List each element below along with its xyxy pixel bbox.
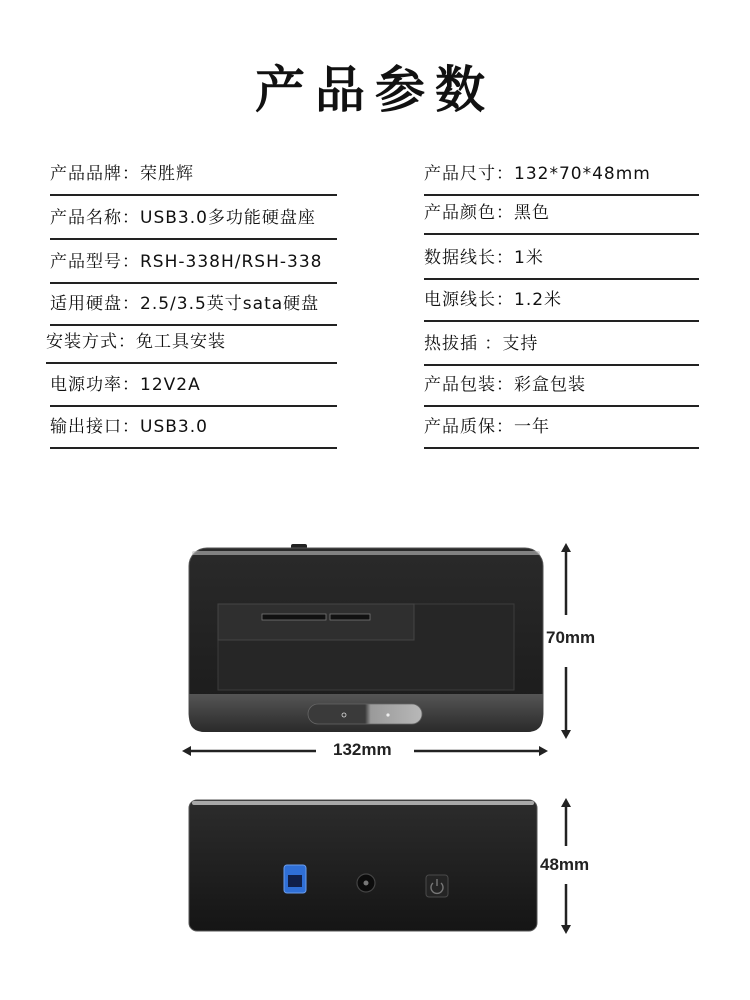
spec-label: 数据线长： [424, 248, 514, 268]
spec-label: 输出接口： [50, 417, 140, 437]
spec-label: 热拔插 ： [424, 334, 503, 354]
spec-value: 132*70*48mm [514, 164, 651, 184]
spec-row [424, 236, 699, 280]
spec-label: 产品质保： [424, 417, 514, 437]
spec-value: USB3.0多功能硬盘座 [140, 208, 316, 228]
spec-value: 1.2米 [514, 290, 563, 310]
spec-value: USB3.0 [140, 417, 208, 437]
depth-label: 70mm [546, 628, 596, 647]
spec-value: RSH-338H/RSH-338 [140, 252, 323, 272]
spec-label: 电源线长： [424, 290, 514, 310]
spec-value: 支持 [502, 334, 539, 354]
device-top-view [188, 544, 544, 732]
spec-value: 彩盒包装 [514, 375, 586, 395]
spec-label: 产品名称： [50, 208, 140, 228]
spec-value: 2.5/3.5英寸sata硬盘 [140, 294, 320, 314]
sata-connector [262, 614, 326, 620]
spec-label: 安装方式： [46, 332, 136, 352]
usb3-port-icon [284, 865, 306, 893]
height-label: 48mm [540, 855, 590, 874]
spec-row [424, 322, 699, 366]
spec-value: 黑色 [514, 203, 550, 223]
spec-row [50, 196, 337, 240]
spec-label: 产品品牌： [50, 164, 140, 184]
spec-row [424, 278, 699, 322]
spec-row [50, 240, 337, 284]
spec-row [424, 363, 699, 407]
spec-label: 适用硬盘： [50, 294, 140, 314]
spec-row [424, 152, 699, 196]
spec-value: 12V2A [140, 375, 201, 395]
hdd-led [386, 713, 389, 716]
spec-label: 产品尺寸： [424, 164, 514, 184]
spec-row [50, 363, 337, 407]
spec-value: 一年 [514, 417, 550, 437]
indicator-panel [308, 704, 422, 724]
page-title: 产品参数 [255, 60, 495, 119]
spec-label: 电源功率： [50, 375, 140, 395]
spec-value: 免工具安装 [136, 332, 226, 352]
spec-row [424, 405, 699, 449]
spec-row [50, 405, 337, 449]
spec-label: 产品型号： [50, 252, 140, 272]
spec-row [46, 320, 337, 364]
spec-row [424, 191, 699, 235]
dc-jack-icon [357, 874, 375, 892]
spec-value: 荣胜辉 [140, 164, 194, 184]
power-button-icon [426, 875, 448, 897]
device-side-view [188, 799, 538, 932]
width-label: 132mm [333, 740, 392, 759]
spec-value: 1米 [514, 248, 544, 268]
spec-label: 产品颜色： [424, 203, 514, 223]
spec-row [50, 152, 337, 196]
spec-label: 产品包装： [424, 375, 514, 395]
